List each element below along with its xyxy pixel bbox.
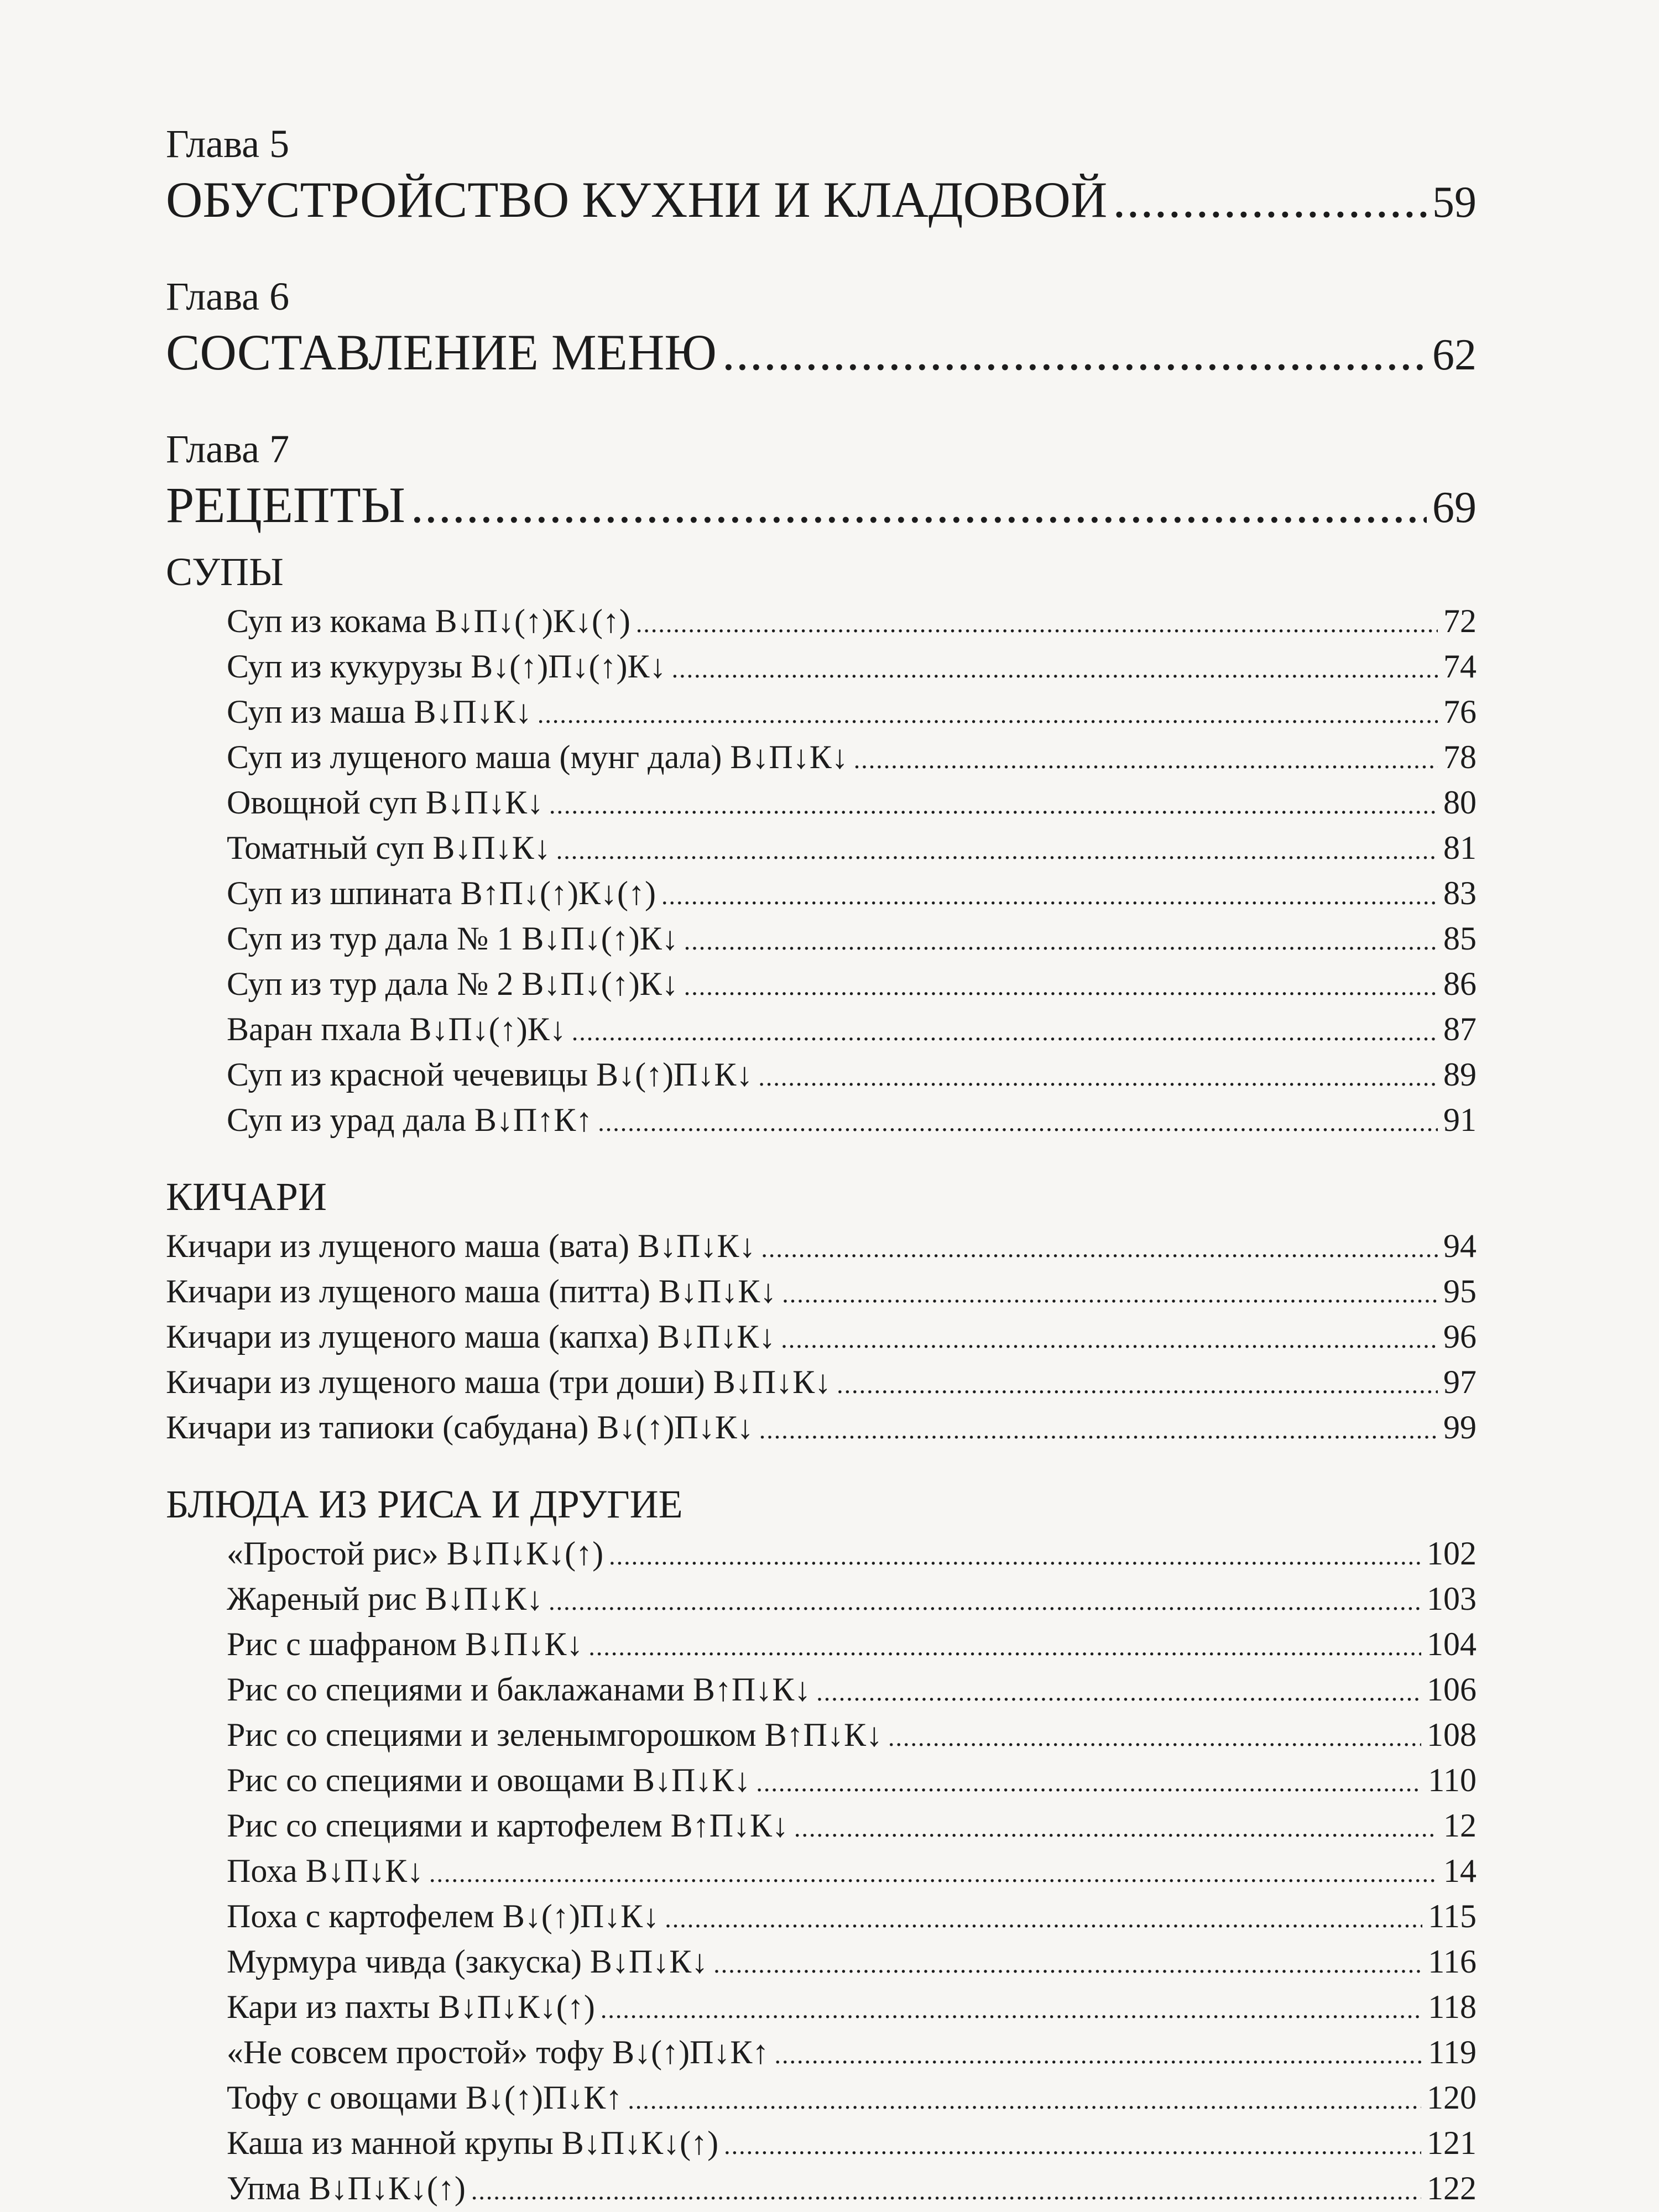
- recipe-title: Рис со специями и баклажанами В↑П↓К↓: [227, 1671, 811, 1708]
- chapter-label: Глава 7: [166, 427, 290, 471]
- dot-leader: [722, 320, 1427, 385]
- page-number: 102: [1427, 1535, 1477, 1572]
- toc-entry[interactable]: [166, 644, 1477, 689]
- toc-entry[interactable]: [166, 1359, 1477, 1405]
- chapter-label: Глава 6: [166, 274, 290, 319]
- page-number: 97: [1443, 1364, 1477, 1400]
- page-number: 59: [1432, 178, 1477, 227]
- page-number: 99: [1443, 1409, 1477, 1446]
- section-title: СУПЫ: [166, 550, 284, 594]
- toc-entry[interactable]: [166, 598, 1477, 644]
- recipe-title: Варан пхала В↓П↓(↑)К↓: [227, 1011, 566, 1047]
- dot-leader: [782, 1271, 1438, 1314]
- recipe-title: Кичари из тапиоки (сабудана) В↓(↑)П↓К↓: [166, 1409, 754, 1446]
- recipe-title: Суп из кукурузы В↓(↑)П↓(↑)К↓: [227, 648, 666, 685]
- toc-entry[interactable]: [166, 1893, 1477, 1939]
- toc-entry[interactable]: [166, 1314, 1477, 1359]
- toc-entry[interactable]: [166, 2030, 1477, 2075]
- toc-entry[interactable]: [166, 1667, 1477, 1712]
- chapter-title: СОСТАВЛЕНИЕ МЕНЮ: [166, 324, 717, 380]
- dot-leader: [598, 1100, 1438, 1142]
- page-number: 119: [1428, 2034, 1477, 2070]
- recipe-title: Мурмура чивда (закуска) В↓П↓К↓: [227, 1943, 708, 1980]
- page-number: 116: [1428, 1943, 1477, 1980]
- page-number: 80: [1443, 784, 1477, 821]
- dot-leader: [756, 1760, 1422, 1803]
- toc-chapter-row[interactable]: [166, 167, 1477, 232]
- page-number: 74: [1443, 648, 1477, 685]
- recipe-title: Суп из кокама В↓П↓(↑)К↓(↑): [227, 603, 630, 639]
- page-number: 104: [1427, 1626, 1477, 1662]
- page-number: 106: [1427, 1671, 1477, 1708]
- dot-leader: [636, 601, 1438, 644]
- page-number: 78: [1443, 739, 1477, 775]
- toc-entry[interactable]: [166, 1712, 1477, 1757]
- toc-entry[interactable]: [166, 780, 1477, 825]
- dot-leader: [781, 1317, 1438, 1359]
- toc-entry[interactable]: [166, 2166, 1477, 2211]
- toc-entry[interactable]: [166, 1006, 1477, 1052]
- page-number: 96: [1443, 1318, 1477, 1355]
- dot-leader: [628, 2078, 1421, 2120]
- recipe-title: Каша из манной крупы В↓П↓К↓(↑): [227, 2125, 719, 2161]
- recipe-title: Суп из маша В↓П↓К↓: [227, 693, 532, 730]
- chapter-title: ОБУСТРОЙСТВО КУХНИ И КЛАДОВОЙ: [166, 171, 1108, 228]
- recipe-title: «Простой рис» В↓П↓К↓(↑): [227, 1535, 604, 1572]
- dot-leader: [761, 1226, 1438, 1269]
- toc-entry[interactable]: [166, 1097, 1477, 1142]
- recipe-title: Рис со специями и овощами В↓П↓К↓: [227, 1762, 751, 1798]
- dot-leader: [759, 1407, 1438, 1450]
- page-number: 14: [1443, 1853, 1477, 1889]
- toc-entry[interactable]: [166, 1939, 1477, 1984]
- page-number: 72: [1443, 603, 1477, 639]
- dot-leader: [854, 737, 1438, 780]
- toc-entry[interactable]: [166, 1984, 1477, 2030]
- toc-entry[interactable]: [166, 1052, 1477, 1097]
- recipe-title: Рис с шафраном В↓П↓К↓: [227, 1626, 583, 1662]
- recipe-title: Рис со специями и картофелем В↑П↓К↓: [227, 1807, 789, 1844]
- toc-entry[interactable]: [166, 961, 1477, 1006]
- dot-leader: [661, 873, 1438, 916]
- dot-leader: [816, 1670, 1421, 1712]
- dot-leader: [609, 1533, 1421, 1576]
- recipe-title: Кичари из лущеного маша (вата) В↓П↓К↓: [166, 1228, 756, 1264]
- dot-leader: [588, 1624, 1421, 1667]
- toc-entry[interactable]: [166, 916, 1477, 961]
- page-number: 95: [1443, 1273, 1477, 1310]
- dot-leader: [724, 2123, 1421, 2166]
- recipe-sections: [166, 545, 1477, 2211]
- section-title: КИЧАРИ: [166, 1175, 327, 1219]
- page-number: 69: [1432, 483, 1477, 532]
- dot-leader: [684, 919, 1438, 961]
- page-number: 89: [1443, 1056, 1477, 1093]
- recipe-title: Рис со специями и зеленымгорошком В↑П↓К↓: [227, 1717, 883, 1753]
- dot-leader: [538, 692, 1438, 734]
- recipe-title: Суп из красной чечевицы В↓(↑)П↓К↓: [227, 1056, 753, 1093]
- dot-leader: [684, 964, 1438, 1006]
- page-number: 118: [1428, 1989, 1477, 2025]
- dot-leader: [572, 1009, 1438, 1052]
- recipe-title: Кичари из лущеного маша (капха) В↓П↓К↓: [166, 1318, 776, 1355]
- recipe-title: Суп из лущеного маша (мунг дала) В↓П↓К↓: [227, 739, 848, 775]
- toc-entry[interactable]: [166, 1531, 1477, 1576]
- toc-entry[interactable]: [166, 1848, 1477, 1893]
- recipe-title: Кари из пахты В↓П↓К↓(↑): [227, 1989, 595, 2025]
- chapter-title: РЕЦЕПТЫ: [166, 477, 405, 533]
- recipe-title: Суп из шпината В↑П↓(↑)К↓(↑): [227, 875, 656, 911]
- recipe-title: Кичари из лущеного маша (питта) В↓П↓К↓: [166, 1273, 777, 1310]
- toc-entry[interactable]: [166, 1621, 1477, 1667]
- dot-leader: [601, 1987, 1422, 2030]
- page-number: 81: [1443, 830, 1477, 866]
- page-number: 62: [1432, 331, 1477, 379]
- toc-entry[interactable]: [166, 825, 1477, 870]
- recipe-title: Упма В↓П↓К↓(↑): [227, 2170, 466, 2206]
- toc-entry[interactable]: [166, 734, 1477, 780]
- dot-leader: [549, 1579, 1421, 1621]
- dot-leader: [672, 646, 1438, 689]
- toc-entry[interactable]: [166, 1405, 1477, 1450]
- recipe-title: Суп из тур дала № 2 В↓П↓(↑)К↓: [227, 966, 679, 1002]
- dot-leader: [549, 782, 1438, 825]
- toc-entry[interactable]: [166, 1803, 1477, 1848]
- dot-leader: [471, 2168, 1421, 2211]
- dot-leader: [774, 2032, 1422, 2075]
- page-number: 110: [1428, 1762, 1477, 1798]
- page-number: 94: [1443, 1228, 1477, 1264]
- page-number: 121: [1427, 2125, 1477, 2161]
- recipe-title: Суп из тур дала № 1 В↓П↓(↑)К↓: [227, 920, 679, 957]
- page-number: 108: [1427, 1717, 1477, 1753]
- toc-entry[interactable]: [166, 2120, 1477, 2166]
- toc-entry[interactable]: [166, 1269, 1477, 1314]
- page-number: 85: [1443, 920, 1477, 957]
- toc-entry[interactable]: [166, 870, 1477, 916]
- toc-entry[interactable]: [166, 1223, 1477, 1269]
- toc-entry[interactable]: [166, 1576, 1477, 1621]
- dot-leader: [713, 1942, 1422, 1984]
- page-number: 83: [1443, 875, 1477, 911]
- page-number: 86: [1443, 966, 1477, 1002]
- dot-leader: [556, 828, 1438, 870]
- toc-entry[interactable]: [166, 689, 1477, 734]
- recipe-title: Тофу с овощами В↓(↑)П↓К↑: [227, 2079, 623, 2116]
- recipe-title: Жареный рис В↓П↓К↓: [227, 1580, 544, 1617]
- page-number: 122: [1427, 2170, 1477, 2206]
- recipe-title: «Не совсем простой» тофу В↓(↑)П↓К↑: [227, 2034, 769, 2070]
- dot-leader: [794, 1806, 1438, 1848]
- dot-leader: [429, 1851, 1438, 1893]
- page-number: 87: [1443, 1011, 1477, 1047]
- toc-chapter-row[interactable]: [166, 320, 1477, 385]
- toc-entry[interactable]: [166, 1757, 1477, 1803]
- page-number: 91: [1443, 1102, 1477, 1138]
- recipe-title: Овощной суп В↓П↓К↓: [227, 784, 544, 821]
- dot-leader: [665, 1896, 1422, 1939]
- recipe-title: Суп из урад дала В↓П↑К↑: [227, 1102, 593, 1138]
- dot-leader: [411, 472, 1427, 538]
- chapter-label: Глава 5: [166, 122, 290, 166]
- recipe-title: Поха с картофелем В↓(↑)П↓К↓: [227, 1898, 660, 1934]
- page-number: 12: [1443, 1807, 1477, 1844]
- dot-leader: [888, 1715, 1421, 1757]
- toc-entry[interactable]: [166, 2075, 1477, 2120]
- page-number: 76: [1443, 693, 1477, 730]
- recipe-title: Кичари из лущеного маша (три доши) В↓П↓К↓: [166, 1364, 832, 1400]
- dot-leader: [1113, 167, 1427, 232]
- page-number: 120: [1427, 2079, 1477, 2116]
- dot-leader: [837, 1362, 1438, 1405]
- recipe-title: Томатный суп В↓П↓К↓: [227, 830, 551, 866]
- dot-leader: [758, 1055, 1438, 1097]
- page-number: 103: [1427, 1580, 1477, 1617]
- recipe-title: Поха В↓П↓К↓: [227, 1853, 424, 1889]
- table-of-contents: [166, 111, 1477, 2211]
- page-number: 115: [1428, 1898, 1477, 1934]
- section-title: БЛЮДА ИЗ РИСА И ДРУГИЕ: [166, 1482, 683, 1526]
- toc-chapter-row[interactable]: [166, 472, 1477, 538]
